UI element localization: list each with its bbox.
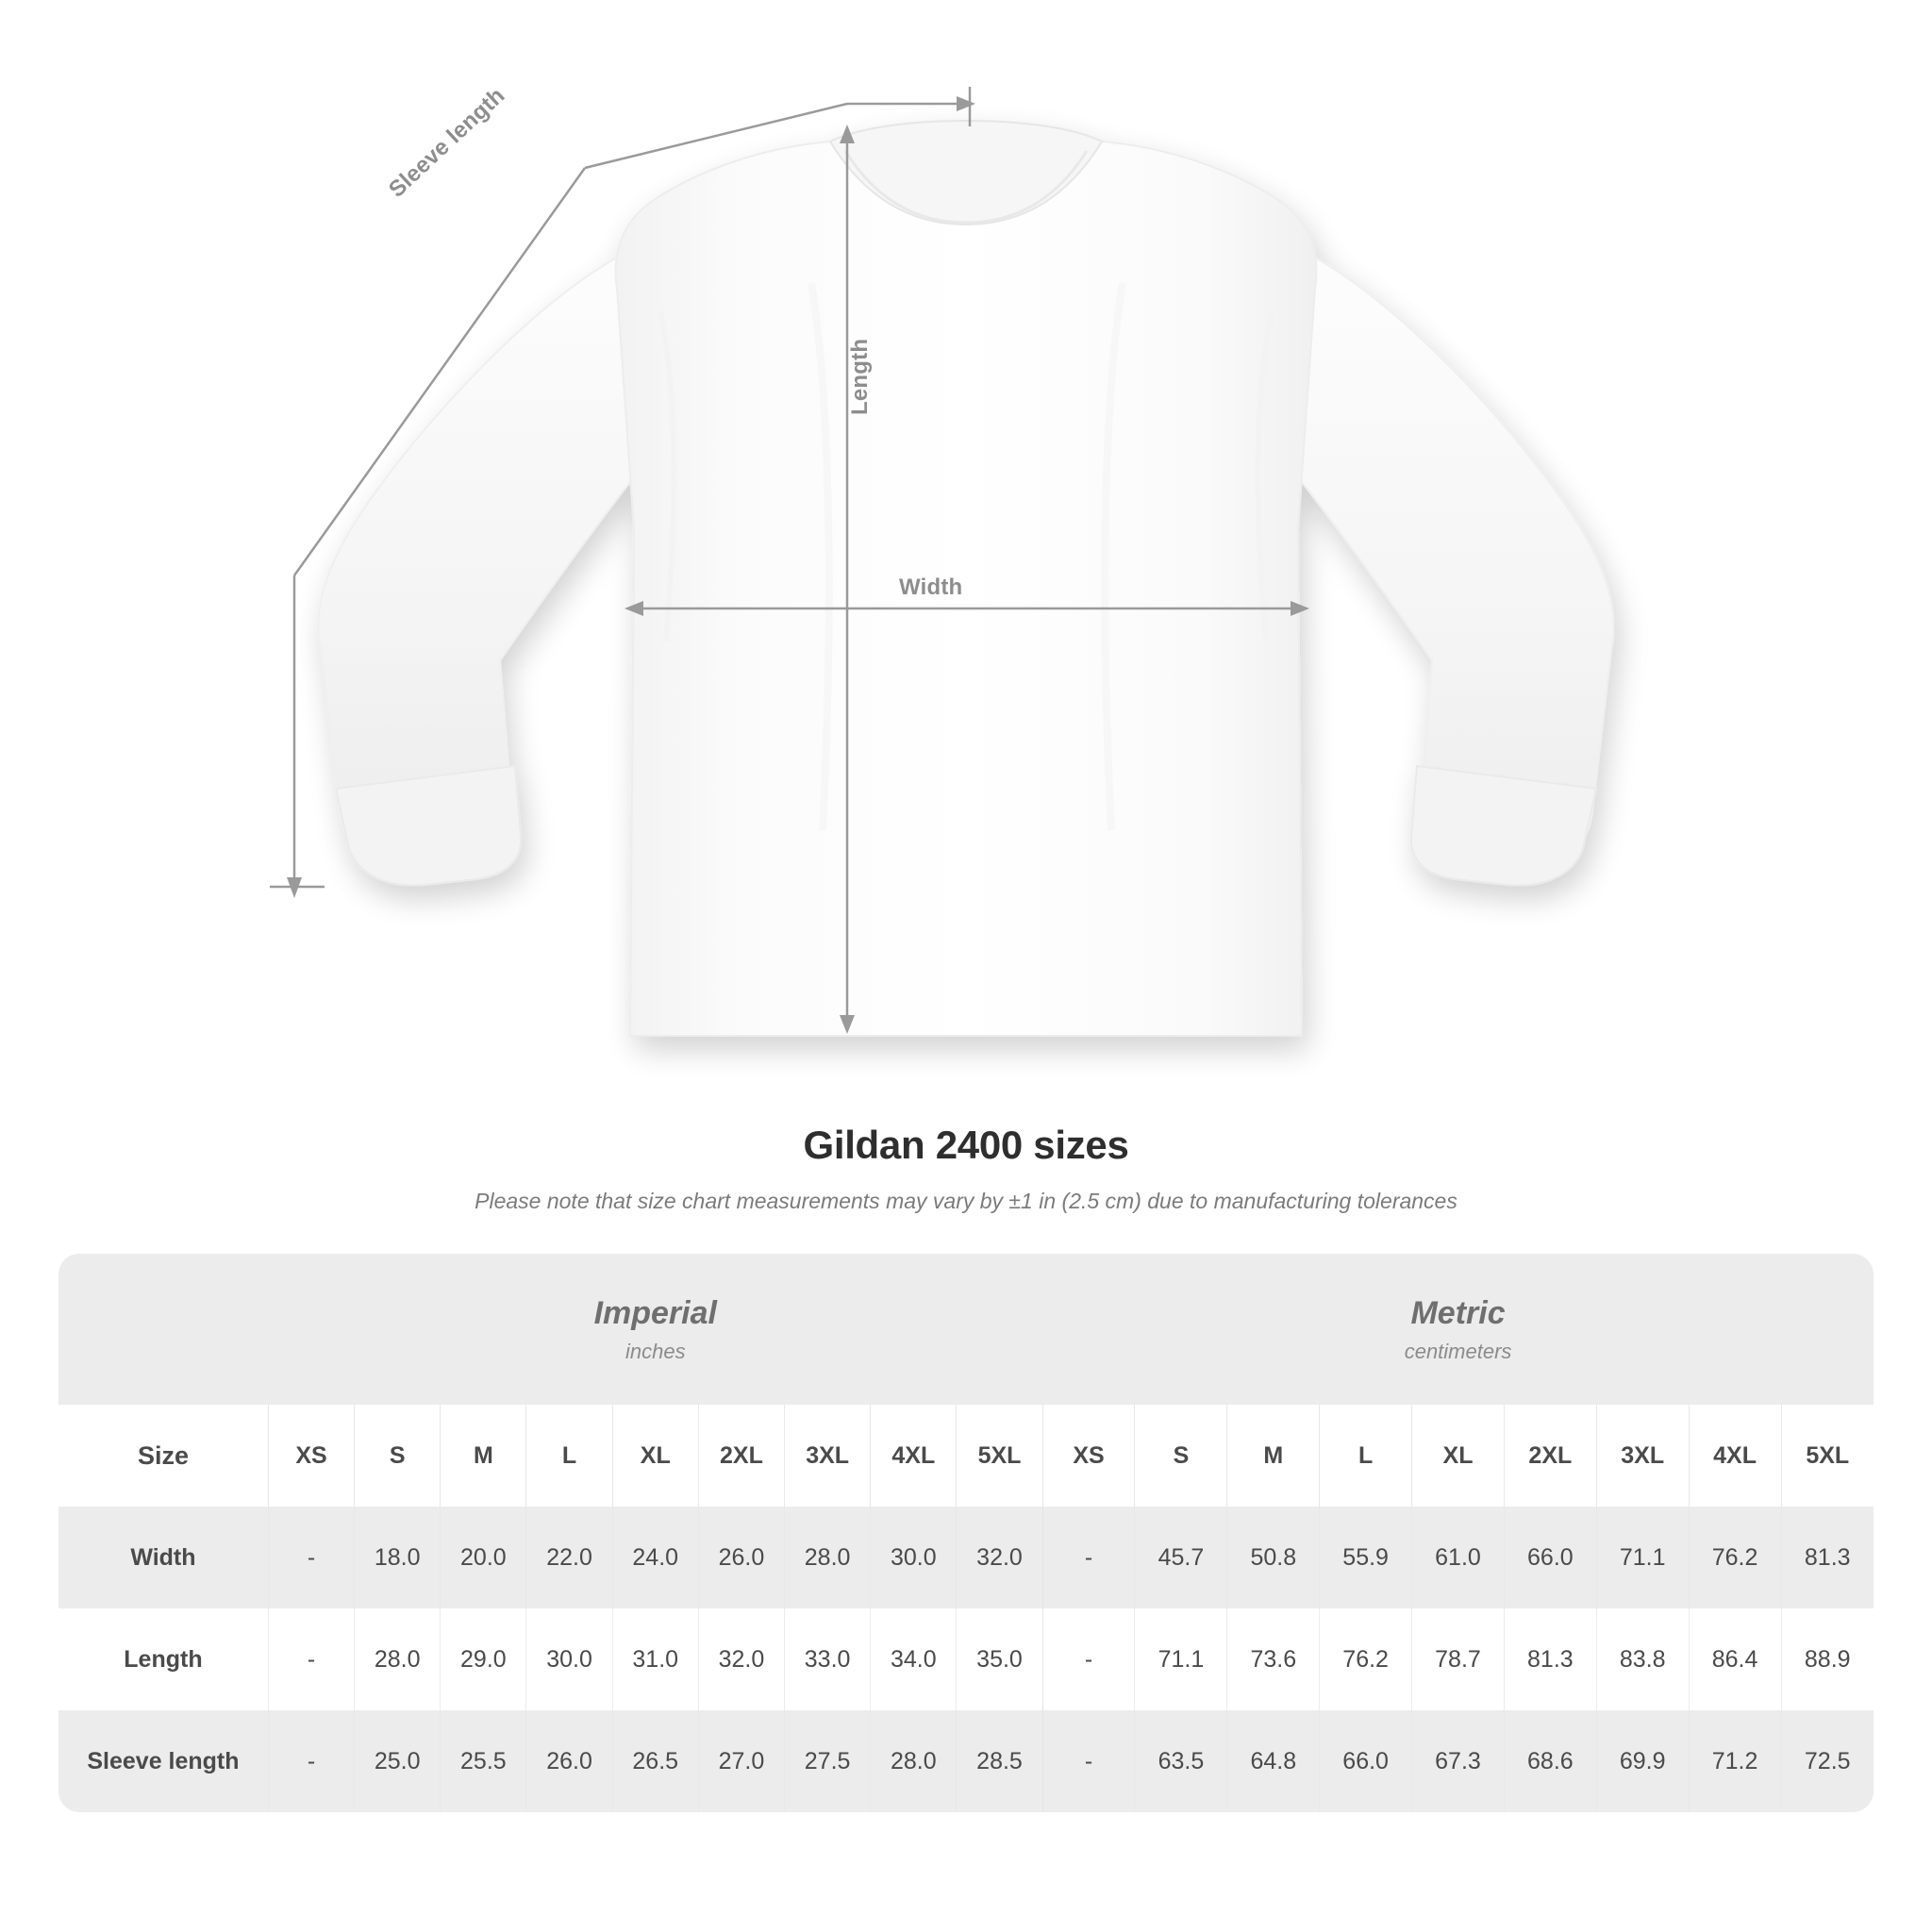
size-col-metric-4xl: 4XL xyxy=(1689,1405,1781,1507)
cell-sleeve-metric-3xl: 69.9 xyxy=(1596,1710,1689,1812)
cell-width-imperial-l: 22.0 xyxy=(526,1507,612,1608)
cell-sleeve-metric-xl: 67.3 xyxy=(1412,1710,1505,1812)
cell-sleeve-imperial-5xl: 28.5 xyxy=(957,1710,1042,1812)
cell-width-metric-xs: - xyxy=(1042,1507,1135,1608)
title-block xyxy=(0,1123,1932,1214)
unit-sub-imperial: inches xyxy=(625,1339,686,1363)
size-col-imperial-2xl: 2XL xyxy=(698,1405,784,1507)
size-col-metric-s: S xyxy=(1135,1405,1227,1507)
cell-length-imperial-xl: 31.0 xyxy=(612,1608,698,1710)
cell-length-metric-3xl: 83.8 xyxy=(1596,1608,1689,1710)
cell-length-metric-xs: - xyxy=(1042,1608,1135,1710)
unit-header-row xyxy=(58,1254,1874,1405)
size-col-imperial-4xl: 4XL xyxy=(871,1405,957,1507)
cell-width-imperial-s: 18.0 xyxy=(355,1507,441,1608)
cell-sleeve-metric-xs: - xyxy=(1042,1710,1135,1812)
page-title: Gildan 2400 sizes xyxy=(803,1123,1129,1167)
unit-sub-metric: centimeters xyxy=(1404,1339,1512,1363)
cell-length-imperial-4xl: 34.0 xyxy=(871,1608,957,1710)
sleeve-length-label: Sleeve length xyxy=(384,82,510,203)
cell-sleeve-metric-2xl: 68.6 xyxy=(1504,1710,1596,1812)
cell-sleeve-metric-5xl: 72.5 xyxy=(1781,1710,1874,1812)
size-col-metric-2xl: 2XL xyxy=(1504,1405,1596,1507)
length-label: Length xyxy=(847,338,873,415)
row-label-length: Length xyxy=(58,1608,268,1710)
tolerance-note: Please note that size chart measurements may vary by ±1 in (2.5 cm) due to manufacturing tolerances xyxy=(475,1189,1457,1213)
cell-length-imperial-m: 29.0 xyxy=(441,1608,526,1710)
cell-width-imperial-2xl: 26.0 xyxy=(698,1507,784,1608)
cell-width-metric-3xl: 71.1 xyxy=(1596,1507,1689,1608)
unit-name-imperial: Imperial xyxy=(593,1294,717,1331)
cell-sleeve-imperial-3xl: 27.5 xyxy=(785,1710,871,1812)
cell-length-metric-m: 73.6 xyxy=(1227,1608,1320,1710)
cell-sleeve-imperial-s: 25.0 xyxy=(355,1710,441,1812)
cell-length-imperial-5xl: 35.0 xyxy=(957,1608,1042,1710)
cell-length-metric-5xl: 88.9 xyxy=(1781,1608,1874,1710)
size-col-metric-xs: XS xyxy=(1042,1405,1135,1507)
cell-length-metric-2xl: 81.3 xyxy=(1504,1608,1596,1710)
size-table-wrapper xyxy=(58,1254,1874,1812)
table-row xyxy=(58,1608,1874,1710)
table-row xyxy=(58,1507,1874,1608)
table-row xyxy=(58,1710,1874,1812)
width-label: Width xyxy=(899,575,963,600)
cell-length-imperial-l: 30.0 xyxy=(526,1608,612,1710)
size-col-imperial-xs: XS xyxy=(268,1405,354,1507)
cell-sleeve-metric-s: 63.5 xyxy=(1135,1710,1227,1812)
size-col-metric-xl: XL xyxy=(1412,1405,1505,1507)
cell-width-metric-2xl: 66.0 xyxy=(1504,1507,1596,1608)
size-col-imperial-xl: XL xyxy=(612,1405,698,1507)
cell-length-imperial-2xl: 32.0 xyxy=(698,1608,784,1710)
row-label-width: Width xyxy=(58,1507,268,1608)
cell-sleeve-imperial-4xl: 28.0 xyxy=(871,1710,957,1812)
cell-sleeve-imperial-2xl: 27.0 xyxy=(698,1710,784,1812)
size-col-metric-3xl: 3XL xyxy=(1596,1405,1689,1507)
cell-length-metric-s: 71.1 xyxy=(1135,1608,1227,1710)
size-col-imperial-3xl: 3XL xyxy=(785,1405,871,1507)
cell-width-metric-l: 55.9 xyxy=(1320,1507,1412,1608)
size-col-metric-m: M xyxy=(1227,1405,1320,1507)
cell-sleeve-imperial-xs: - xyxy=(268,1710,354,1812)
cell-width-metric-4xl: 76.2 xyxy=(1689,1507,1781,1608)
size-col-metric-l: L xyxy=(1320,1405,1412,1507)
cell-sleeve-metric-l: 66.0 xyxy=(1320,1710,1412,1812)
cell-width-imperial-3xl: 28.0 xyxy=(785,1507,871,1608)
size-col-imperial-m: M xyxy=(441,1405,526,1507)
cell-length-imperial-xs: - xyxy=(268,1608,354,1710)
cell-sleeve-imperial-m: 25.5 xyxy=(441,1710,526,1812)
size-col-metric-5xl: 5XL xyxy=(1781,1405,1874,1507)
garment-shape xyxy=(318,121,1613,1036)
size-col-imperial-s: S xyxy=(355,1405,441,1507)
cell-sleeve-metric-m: 64.8 xyxy=(1227,1710,1320,1812)
cell-sleeve-imperial-l: 26.0 xyxy=(526,1710,612,1812)
size-table xyxy=(58,1254,1874,1812)
size-col-imperial-5xl: 5XL xyxy=(957,1405,1042,1507)
cell-width-metric-xl: 61.0 xyxy=(1412,1507,1505,1608)
cell-length-metric-l: 76.2 xyxy=(1320,1608,1412,1710)
unit-corner-cell xyxy=(58,1254,268,1405)
cell-length-metric-4xl: 86.4 xyxy=(1689,1608,1781,1710)
cell-length-imperial-3xl: 33.0 xyxy=(785,1608,871,1710)
cell-width-imperial-xs: - xyxy=(268,1507,354,1608)
size-header-row xyxy=(58,1405,1874,1507)
cell-length-metric-xl: 78.7 xyxy=(1412,1608,1505,1710)
cell-width-imperial-m: 20.0 xyxy=(441,1507,526,1608)
cell-width-imperial-xl: 24.0 xyxy=(612,1507,698,1608)
cell-width-metric-s: 45.7 xyxy=(1135,1507,1227,1608)
cell-sleeve-metric-4xl: 71.2 xyxy=(1689,1710,1781,1812)
cell-length-imperial-s: 28.0 xyxy=(355,1608,441,1710)
cell-width-metric-5xl: 81.3 xyxy=(1781,1507,1874,1608)
unit-name-metric: Metric xyxy=(1410,1294,1506,1331)
unit-group-metric xyxy=(1042,1254,1874,1405)
row-label-sleeve-length: Sleeve length xyxy=(58,1710,268,1812)
cell-width-imperial-5xl: 32.0 xyxy=(957,1507,1042,1608)
unit-group-imperial xyxy=(268,1254,1042,1405)
cell-width-metric-m: 50.8 xyxy=(1227,1507,1320,1608)
size-header-cell: Size xyxy=(58,1405,268,1507)
size-col-imperial-l: L xyxy=(526,1405,612,1507)
cell-sleeve-imperial-xl: 26.5 xyxy=(612,1710,698,1812)
cell-width-imperial-4xl: 30.0 xyxy=(871,1507,957,1608)
